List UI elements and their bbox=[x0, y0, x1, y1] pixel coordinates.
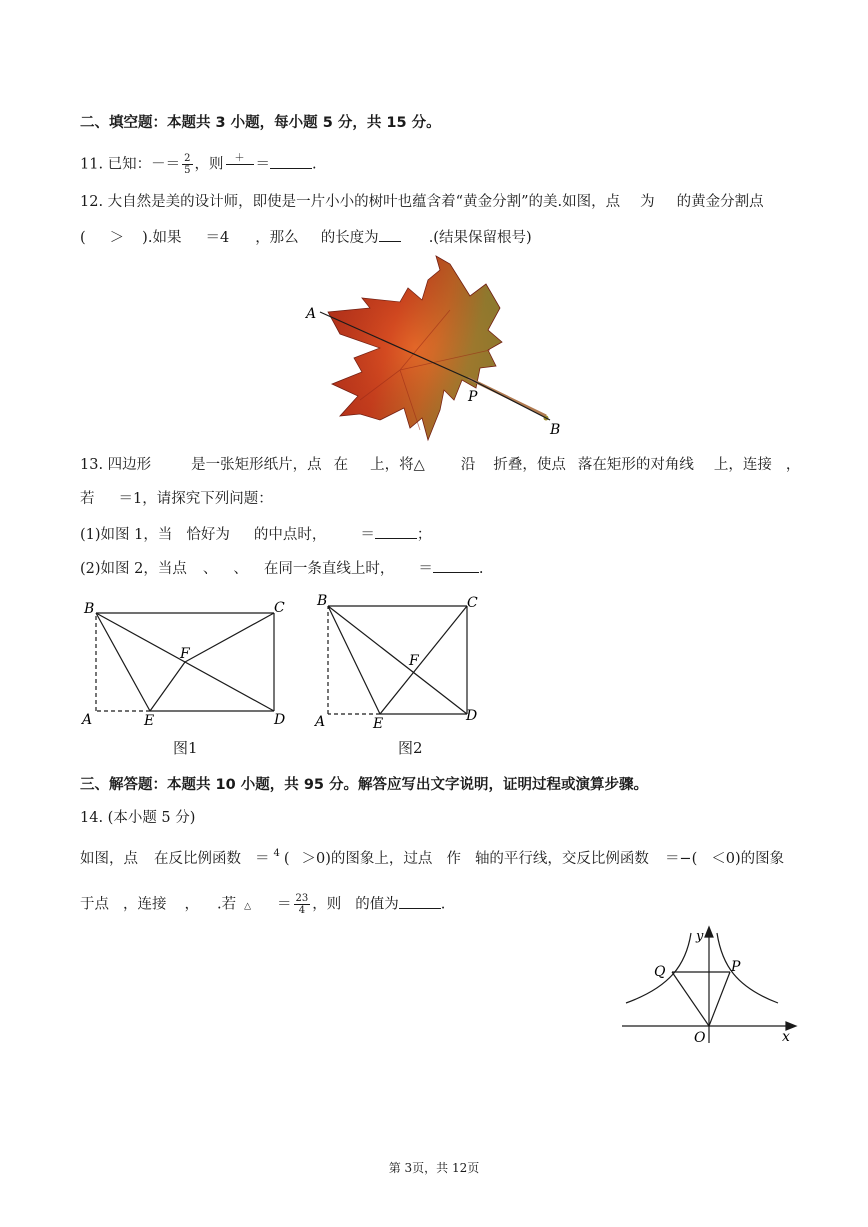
fig2-label-c: C bbox=[467, 595, 478, 611]
maple-leaf-figure bbox=[300, 250, 570, 445]
q14-text-m: .若 bbox=[217, 896, 237, 913]
q14-fraction bbox=[272, 848, 282, 870]
q13-part1-blank bbox=[375, 524, 417, 539]
segment-po bbox=[709, 972, 730, 1026]
q13-text-h: 上，连接 bbox=[713, 457, 772, 473]
q13-text-b: 是一张矩形纸片，点 bbox=[191, 457, 322, 473]
question-14-line2 bbox=[80, 893, 445, 917]
q14-text-o: ＝ bbox=[277, 896, 292, 913]
segment-fc bbox=[185, 613, 274, 662]
q12-text-g: ＝4 bbox=[205, 230, 230, 246]
point-a-label: A bbox=[306, 306, 317, 322]
inverse-function-graph bbox=[618, 925, 803, 1050]
q13-text-s: 、 bbox=[233, 561, 248, 577]
fig1-label-e: E bbox=[144, 713, 155, 729]
q14-text-a: 如图，点 bbox=[80, 851, 138, 867]
fig2-label-e: E bbox=[373, 716, 384, 732]
q11-frac2-num: ＋ bbox=[226, 153, 254, 165]
q14-frac-num: 4 bbox=[273, 848, 280, 859]
fig1-caption: 图1 bbox=[173, 739, 198, 757]
fig2-label-b: B bbox=[317, 593, 328, 609]
q12-text-h: ，那么 bbox=[255, 230, 299, 246]
graph-label-p: P bbox=[731, 959, 741, 975]
point-p-label: P bbox=[468, 389, 478, 405]
q13-text-q: (2)如图 2，当点 bbox=[80, 561, 187, 577]
q13-text-e: 沿 bbox=[460, 457, 476, 473]
q13-text-f: 折叠，使点 bbox=[493, 457, 566, 473]
section2-heading: 二、填空题：本题共 3 小题，每小题 5 分，共 15 分。 bbox=[80, 115, 441, 131]
fig2-label-a: A bbox=[315, 714, 326, 730]
question-14-line1 bbox=[80, 848, 784, 870]
q14-text-c: ＝ bbox=[255, 851, 270, 867]
fig2-label-f: F bbox=[409, 653, 419, 669]
graph-label-o: O bbox=[694, 1030, 706, 1046]
section3-heading: 三、解答题：本题共 10 小题，共 95 分。解答应写出文字说明，证明过程或演算步骤。 bbox=[80, 777, 649, 793]
q12-text-f: ).如果 bbox=[142, 230, 182, 246]
q14-frac2-num: 23 bbox=[295, 893, 309, 904]
question-13-part1 bbox=[80, 524, 431, 545]
q13-text-k: ＝1，请探究下列问题： bbox=[118, 491, 273, 507]
q13-text-t: 在同一条直线上时， bbox=[263, 561, 395, 577]
q13-text-v: . bbox=[478, 561, 484, 577]
fig1-label-a: A bbox=[82, 712, 93, 728]
q14-text-i: ＜0)的图象 bbox=[711, 851, 785, 867]
rectangle-figure-2 bbox=[312, 590, 487, 732]
fig1-label-f: F bbox=[180, 646, 190, 662]
y-axis-arrow bbox=[705, 927, 713, 937]
q14-text-n: △ bbox=[244, 901, 252, 912]
q12-text-d: ( bbox=[80, 230, 86, 246]
q13-text-i: ， bbox=[785, 457, 801, 473]
q14-text-l: ， bbox=[184, 896, 199, 913]
segment-ef bbox=[150, 662, 185, 711]
q12-text-a: 12. 大自然是美的设计师，即使是一片小小的树叶也蕴含着“黄金分割”的美.如图，点 bbox=[80, 194, 621, 210]
q14-answer-blank bbox=[399, 894, 441, 909]
question-13-line1 bbox=[80, 455, 800, 475]
fig1-label-d: D bbox=[274, 712, 286, 728]
fig2-caption: 图2 bbox=[398, 739, 423, 757]
q11-fraction bbox=[182, 153, 192, 176]
line-pb bbox=[472, 380, 550, 420]
q13-text-u: ＝ bbox=[418, 561, 433, 577]
question-12-line2 bbox=[80, 227, 532, 248]
q12-text-b: 为 bbox=[640, 194, 655, 210]
q11-frac2-den bbox=[226, 165, 254, 176]
q14-text-k: ，连接 bbox=[123, 896, 167, 913]
fig1-label-b: B bbox=[84, 601, 95, 617]
segment-qo bbox=[672, 972, 709, 1026]
q12-answer-blank bbox=[379, 227, 401, 242]
q13-text-n: 的中点时， bbox=[253, 527, 327, 543]
curve-positive bbox=[717, 933, 778, 1003]
q11-end: . bbox=[312, 156, 317, 173]
q13-text-r: 、 bbox=[202, 561, 218, 577]
question-14-title: 14. (本小题 5 分) bbox=[80, 810, 196, 826]
fig1-label-c: C bbox=[274, 600, 285, 616]
q14-text-f: 作 bbox=[446, 851, 461, 867]
question-12-line1 bbox=[80, 192, 764, 212]
q13-text-l: (1)如图 1，当 bbox=[80, 527, 173, 543]
graph-label-y: y bbox=[696, 929, 704, 944]
q12-text-e: ＞ bbox=[109, 230, 125, 246]
q12-text-i: 的长度为 bbox=[320, 230, 379, 246]
q11-equals: ＝ bbox=[255, 156, 271, 173]
q13-text-c: 在 bbox=[333, 457, 349, 473]
q14-text-g: 轴的平行线，交反比例函数 bbox=[474, 851, 649, 867]
q13-text-d: 上，将△ bbox=[370, 457, 425, 473]
line-ec bbox=[380, 606, 467, 714]
page-footer: 第 3页，共 12页 bbox=[388, 1161, 480, 1175]
q11-prefix: 11. 已知： bbox=[80, 156, 152, 173]
q13-text-g: 落在矩形的对角线 bbox=[577, 457, 694, 473]
q14-text-d: ( bbox=[283, 851, 290, 867]
fold-line-be bbox=[328, 606, 380, 714]
q14-text-h: ＝−( bbox=[664, 851, 698, 867]
q13-text-p: ； bbox=[416, 527, 432, 543]
q13-part2-blank bbox=[433, 558, 479, 573]
point-b-label: B bbox=[550, 422, 561, 438]
q14-text-e: ＞0)的图象上，过点 bbox=[301, 851, 433, 867]
q11-answer-blank bbox=[270, 154, 312, 169]
q14-frac-den bbox=[272, 859, 282, 870]
q14-fraction-2 bbox=[294, 893, 311, 916]
question-13-line2 bbox=[80, 489, 273, 509]
question-13-part2 bbox=[80, 558, 483, 579]
leaf-shape bbox=[328, 256, 549, 440]
q11-frac-num: 2 bbox=[184, 153, 191, 164]
q11-fraction-2 bbox=[226, 153, 254, 176]
question-11 bbox=[80, 153, 317, 176]
q13-text-m: 恰好为 bbox=[186, 527, 230, 543]
q11-frac-den: 5 bbox=[184, 165, 191, 176]
q13-text-o: ＝ bbox=[360, 527, 375, 543]
q14-text-j: 于点 bbox=[80, 896, 109, 913]
graph-label-q: Q bbox=[654, 964, 666, 980]
diagonal-bd bbox=[328, 606, 467, 714]
q12-text-c: 的黄金分割点 bbox=[676, 194, 764, 210]
q14-frac2-den: 4 bbox=[298, 905, 306, 916]
q14-text-r: . bbox=[440, 896, 446, 913]
q14-text-q: 的值为 bbox=[355, 896, 399, 913]
graph-label-x: x bbox=[782, 1029, 790, 1045]
q12-text-j: .(结果保留根号) bbox=[428, 230, 532, 246]
q13-text-a: 13. 四边形 bbox=[80, 457, 152, 473]
q11-then: ，则 bbox=[194, 156, 224, 173]
rectangle-figure-1 bbox=[78, 597, 293, 729]
q11-minus: －＝ bbox=[151, 156, 181, 173]
fig2-label-d: D bbox=[466, 708, 478, 724]
q14-text-p: ，则 bbox=[312, 896, 342, 913]
q13-text-j: 若 bbox=[80, 491, 95, 507]
q14-text-b: 在反比例函数 bbox=[154, 851, 241, 867]
